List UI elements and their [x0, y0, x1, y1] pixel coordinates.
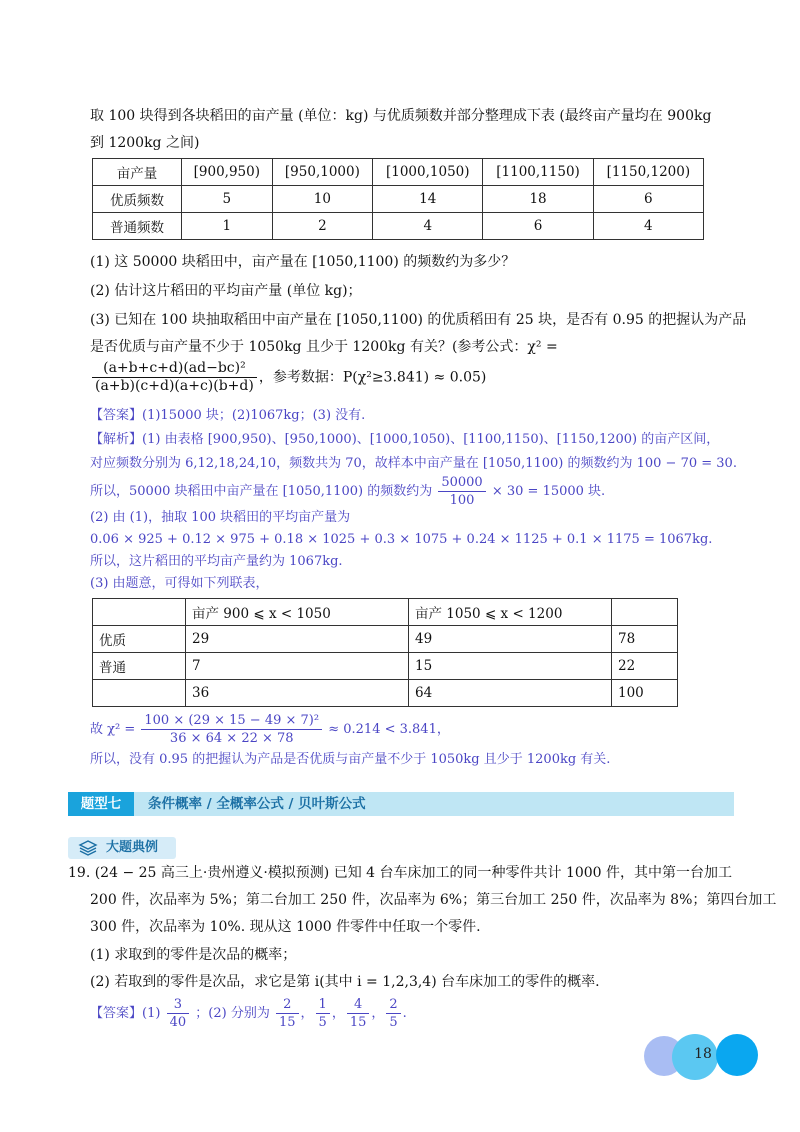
separator: ，: [331, 1006, 345, 1021]
table-cell: 优质: [93, 626, 186, 653]
problem-19-line-2: 200 件，次品率为 5%；第二台加工 250 件，次品率为 6%；第三台加工 250 件，次品率为 8%；第四台加工: [90, 892, 777, 908]
section-title: 条件概率 / 全概率公式 / 贝叶斯公式: [148, 796, 366, 812]
section-tag: 题型七: [68, 792, 134, 816]
chi-square-formula: [90, 360, 740, 395]
table-row: [93, 186, 704, 213]
table-cell: 5: [182, 186, 273, 213]
page-circle-right: [716, 1034, 758, 1076]
table-cell: [93, 599, 186, 626]
table-cell: [1000,1050): [373, 159, 483, 186]
table-cell: 2: [272, 213, 372, 240]
answer-19-end: .: [402, 1006, 407, 1021]
chi-pre: 故 χ² =: [90, 722, 136, 737]
chi-conclusion: 所以，没有 0.95 的把握认为产品是否优质与亩产量不少于 1050kg 且少于 1200kg 有关.: [90, 752, 611, 767]
section-banner: [68, 792, 734, 816]
analysis-line-1: [90, 430, 740, 450]
table-row: [93, 626, 678, 653]
table-cell: [950,1000): [272, 159, 372, 186]
table-cell: 49: [409, 626, 612, 653]
table-cell: 29: [186, 626, 409, 653]
question-3-line-1: (3) 已知在 100 块抽取稻田中亩产量在 [1050,1100) 的优质稻田有 25 块，是否有 0.95 的把握认为产品: [90, 312, 747, 328]
table-cell: 1: [182, 213, 273, 240]
chi-post: ≈ 0.214 < 3.841，: [328, 722, 450, 737]
fraction-denominator: 5: [389, 1015, 398, 1030]
question-2: (2) 估计这片稻田的平均亩产量 (单位 kg)；: [90, 283, 362, 299]
problem-19-q2: (2) 若取到的零件是次品，求它是第 i(其中 i = 1,2,3,4) 台车床加工的零件的概率.: [90, 974, 600, 990]
answer-line: [90, 406, 740, 426]
analysis-tag: 【解析】: [90, 432, 143, 447]
chi-denominator: 36 × 64 × 22 × 78: [169, 731, 294, 746]
table-cell: 亩产 1050 ⩽ x < 1200: [409, 599, 612, 626]
table-cell: 36: [186, 680, 409, 707]
answer-19-tag: 【答案】: [90, 1006, 143, 1021]
table-cell: 亩产 900 ⩽ x < 1050: [186, 599, 409, 626]
fraction-numerator: 2: [386, 996, 400, 1014]
problem-19-line-3: 300 件，次品率为 10%. 现从这 1000 件零件中任取一个零件.: [90, 919, 481, 935]
intro-line-2: 到 1200kg 之间): [90, 135, 200, 151]
chi-square-calc: [90, 712, 740, 747]
table-cell: 64: [409, 680, 612, 707]
analysis-text-1: (1) 由表格 [900,950)、[950,1000)、[1000,1050)、[1100,1150)、[1150,1200) 的亩产区间，: [142, 432, 720, 447]
example-badge: [68, 837, 176, 859]
fraction-denominator: 15: [278, 1015, 296, 1030]
formula-denominator: (a+b)(c+d)(a+c)(b+d): [95, 378, 254, 394]
problem-19-line-1: 19. (24 − 25 高三上·贵州遵义·模拟预测) 已知 4 台车床加工的同一种零件共计 1000 件，其中第一台加工: [68, 865, 733, 881]
fraction-numerator: 3: [167, 996, 190, 1014]
problem-19-q1: (1) 求取到的零件是次品的概率；: [90, 947, 297, 963]
table-cell: [93, 680, 186, 707]
separator: ，: [300, 1006, 314, 1021]
intro-line-1: 取 100 块得到各块稻田的亩产量 (单位：kg) 与优质频数并部分整理成下表 (最终亩产量均在 900kg: [90, 108, 712, 124]
formula-numerator: (a+b+c+d)(ad−bc)²: [92, 360, 257, 378]
answer-fraction: [276, 996, 299, 1031]
fraction-numerator: 1: [316, 996, 330, 1014]
answer-fraction: [386, 996, 400, 1031]
table-cell: [900,950): [182, 159, 273, 186]
table-cell: 普通频数: [93, 213, 182, 240]
table-cell: 22: [612, 653, 678, 680]
table-cell: 6: [593, 186, 703, 213]
analysis-line-6: 所以，这片稻田的平均亩产量约为 1067kg.: [90, 554, 343, 569]
answer-fraction: [347, 996, 370, 1031]
chi-numerator: 100 × (29 × 15 − 49 × 7)²: [141, 712, 322, 730]
table-cell: 4: [373, 213, 483, 240]
chi-fraction: [141, 712, 322, 747]
analysis-text-3: 所以，50000 块稻田中亩产量在 [1050,1100) 的频数约为: [90, 484, 433, 499]
table-cell: 4: [593, 213, 703, 240]
analysis-line-3: [90, 474, 740, 509]
question-1: (1) 这 50000 块稻田中，亩产量在 [1050,1100) 的频数约为多少？: [90, 254, 516, 270]
table-cell: 优质频数: [93, 186, 182, 213]
analysis-line-4: (2) 由 (1)，抽取 100 块稻田的平均亩产量为: [90, 510, 351, 525]
answer-text: (1)15000 块；(2)1067kg；(3) 没有.: [142, 408, 366, 423]
table-cell: [1100,1150): [483, 159, 593, 186]
fraction-denominator: 15: [349, 1015, 367, 1030]
table-row: [93, 653, 678, 680]
contingency-table: [92, 598, 678, 707]
analysis-line-5: 0.06 × 925 + 0.12 × 975 + 0.18 × 1025 + 0.3 × 1075 + 0.24 × 1125 + 0.1 × 1175 = 1067kg.: [90, 532, 713, 547]
answer-tag: 【答案】: [90, 408, 143, 423]
formula-fraction: [92, 360, 257, 395]
analysis-line-7: (3) 由题意，可得如下列联表，: [90, 576, 269, 591]
analysis-text-3-end: × 30 = 15000 块.: [491, 484, 606, 499]
table-row: [93, 213, 704, 240]
page-number: 18: [694, 1046, 712, 1062]
analysis-fraction: [438, 474, 485, 509]
table-cell: 14: [373, 186, 483, 213]
table-cell: 亩产量: [93, 159, 182, 186]
answer-fraction: [167, 996, 190, 1031]
layers-icon: [78, 839, 98, 857]
table-row: [93, 680, 678, 707]
analysis-line-2: 对应频数分别为 6,12,18,24,10，频数共为 70，故样本中亩产量在 [1050,1100) 的频数约为 100 − 70 = 30.: [90, 456, 737, 471]
table-cell: 7: [186, 653, 409, 680]
table-cell: 普通: [93, 653, 186, 680]
yield-frequency-table: [92, 158, 704, 240]
question-3-line-2: 是否优质与亩产量不少于 1050kg 且少于 1200kg 有关？(参考公式：χ² =: [90, 339, 558, 355]
answer-19-part1: (1): [142, 1006, 161, 1021]
table-row: [93, 159, 704, 186]
table-cell: 6: [483, 213, 593, 240]
example-label: 大题典例: [106, 840, 159, 855]
table-cell: [1150,1200): [593, 159, 703, 186]
fraction-denominator: 40: [169, 1015, 187, 1030]
table-cell: 10: [272, 186, 372, 213]
answer-19: [90, 996, 740, 1031]
table-cell: 78: [612, 626, 678, 653]
table-cell: 15: [409, 653, 612, 680]
answer-19-part2: ；(2) 分别为: [195, 1006, 270, 1021]
fraction-denominator: 100: [449, 493, 475, 508]
table-cell: [612, 599, 678, 626]
fraction-numerator: 2: [276, 996, 299, 1014]
table-cell: 18: [483, 186, 593, 213]
table-cell: 100: [612, 680, 678, 707]
formula-tail: ，参考数据：P(χ²≥3.841) ≈ 0.05): [258, 369, 487, 386]
fraction-denominator: 5: [318, 1015, 327, 1030]
fraction-numerator: 50000: [438, 474, 485, 492]
fraction-numerator: 4: [347, 996, 370, 1014]
separator: ，: [371, 1006, 385, 1021]
table-row: [93, 599, 678, 626]
answer-fraction: [316, 996, 330, 1031]
